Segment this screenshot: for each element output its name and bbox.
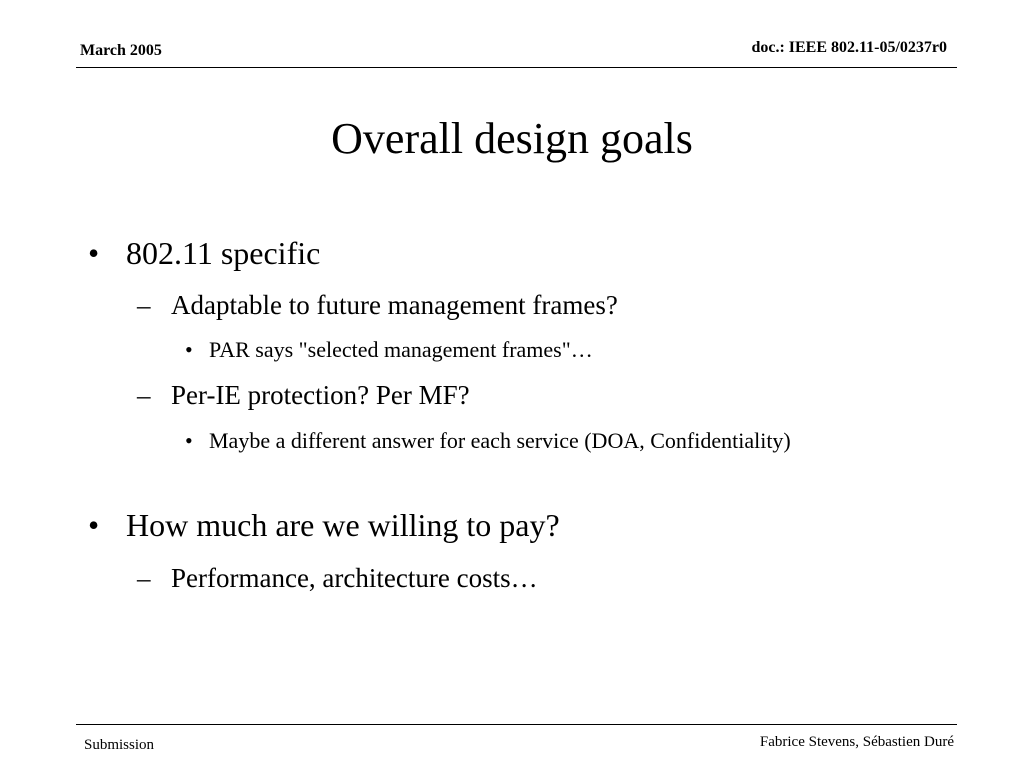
bullet-marker: • [185,428,193,453]
sub-sub-bullet-text: PAR says "selected management frames"… [209,337,593,362]
sub-bullet-adaptable [137,289,618,321]
sub-sub-bullet-maybe [185,425,809,457]
footer-submission: Submission [84,737,155,753]
footer-divider [76,724,957,725]
bullet-text: 802.11 specific [126,235,321,271]
slide-title: Overall design goals [331,114,693,163]
sub-bullet-text: Per-IE protection? Per MF? [171,380,470,410]
bullet-item-how-much [88,506,560,544]
dash-marker: – [137,290,151,320]
sub-bullet-text: Performance, architecture costs… [171,563,538,593]
header-date: March 2005 [80,42,162,59]
sub-bullet-per-ie [137,379,470,411]
bullet-text: How much are we willing to pay? [126,507,560,543]
sub-sub-bullet-text: Maybe a different answer for each service (DOA, Confidentiality) [209,428,791,453]
bullet-marker: • [88,235,100,271]
sub-bullet-performance [137,562,538,594]
bullet-item-802-11-specific [88,234,321,272]
sub-sub-bullet-par [185,334,593,366]
dash-marker: – [137,563,151,593]
bullet-marker: • [88,507,100,543]
bullet-marker: • [185,337,193,362]
header-divider [76,67,957,68]
header-doc-id: doc.: IEEE 802.11-05/0237r0 [751,39,947,56]
dash-marker: – [137,380,151,410]
sub-bullet-text: Adaptable to future management frames? [171,290,618,320]
footer-authors: Fabrice Stevens, Sébastien Duré [759,734,954,750]
